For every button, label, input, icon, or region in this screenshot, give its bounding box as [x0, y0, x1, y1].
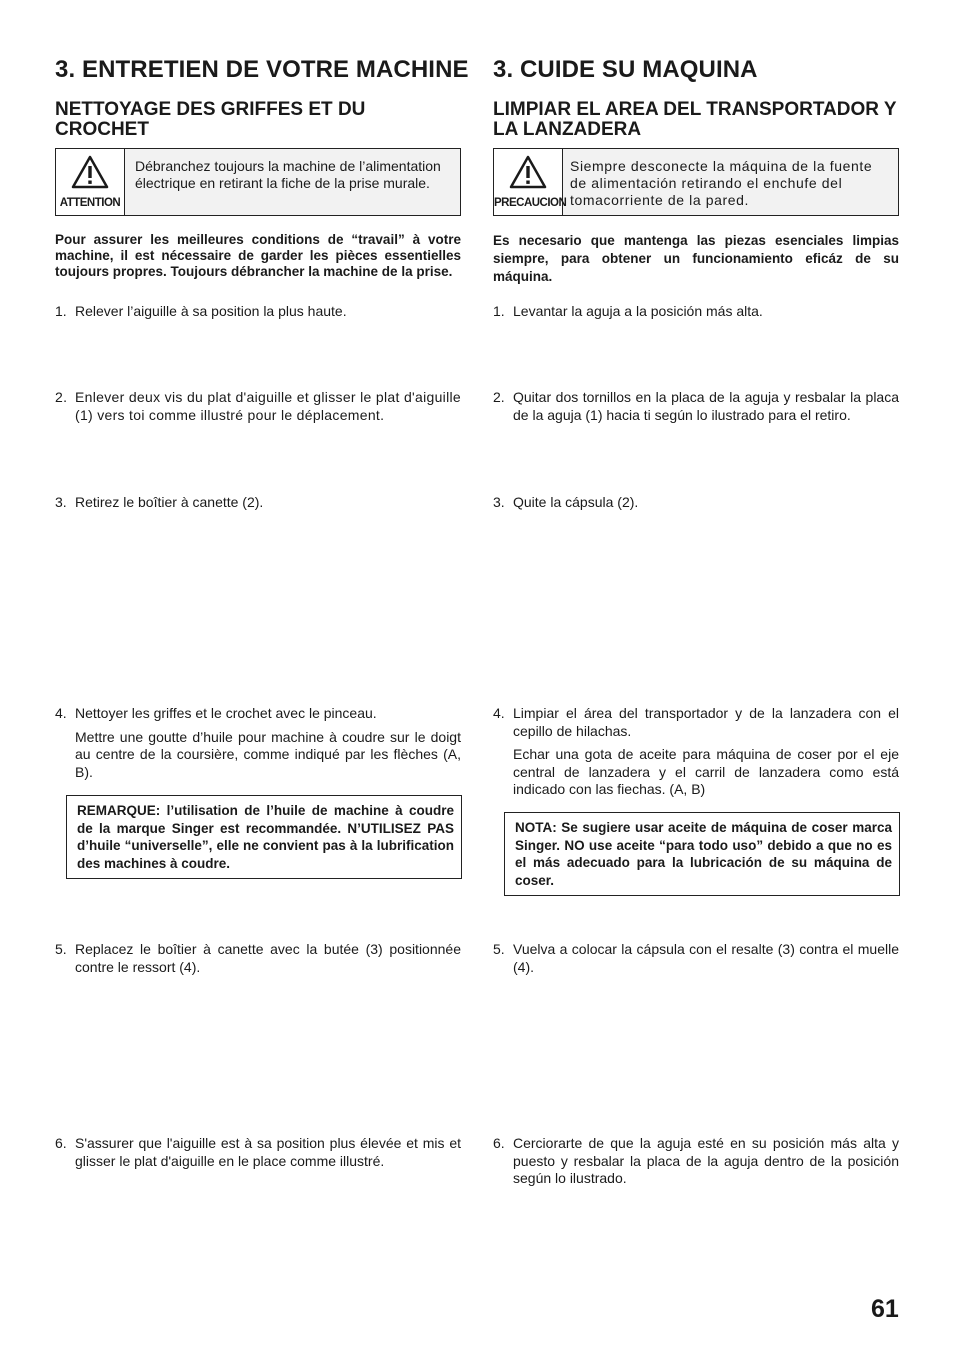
step-text: Retirez le boîtier à canette (2).	[75, 494, 264, 510]
spanish-warning-label: PRECAUCION	[494, 197, 567, 209]
french-warning-label: ATTENTION	[59, 197, 121, 209]
french-warning-icon-cell	[56, 149, 125, 215]
spanish-warning-text: Siempre desconecte la máquina de la fuente de alimentación retirando el enchufe del tomacorriente de la pared.	[570, 158, 873, 208]
warning-triangle-icon	[509, 155, 547, 189]
french-note-box: REMARQUE: l’utilisation de l’huile de machine à coudre de la marque Singer est recommandée. N’UTILISEZ PAS d’huile “universelle”, elle ne convient pas à la lubrification des machines à coudre.	[66, 795, 462, 879]
step-number: 2.	[493, 389, 505, 405]
step-text: Enlever deux vis du plat d'aiguille et glisser le plat d'aiguille (1) vers toi comme illustré pour le déplacement.	[75, 389, 461, 423]
french-step-1	[55, 303, 461, 327]
spanish-step-5	[493, 941, 899, 982]
step-text: Relever l’aiguille à sa position la plus haute.	[75, 303, 347, 319]
french-intro: Pour assurer les meilleures conditions de “travail” à votre machine, il est nécessaire de garder les pièces essentielles toujours propres. Toujours débrancher la machine de la prise.	[55, 232, 461, 279]
step-text-continued: Mettre une goutte d’huile pour machine à coudre sur le doigt au centre de la coursière, comme indiqué par les flèches (A, B).	[75, 728, 461, 780]
french-step-3	[55, 494, 461, 518]
step-number: 6.	[55, 1135, 67, 1151]
french-title: 3. ENTRETIEN DE VOTRE MACHINE	[55, 56, 469, 83]
step-number: 1.	[55, 303, 67, 319]
spanish-warning-icon-cell	[494, 149, 567, 215]
step-number: 3.	[55, 494, 67, 510]
step-text: Replacez le boîtier à canette avec la butée (3) positionnée contre le ressort (4).	[75, 941, 461, 975]
step-number: 5.	[493, 941, 505, 957]
step-number: 4.	[493, 705, 505, 721]
step-number: 5.	[55, 941, 67, 957]
spanish-subtitle: LIMPIAR EL AREA DEL TRANSPORTADOR Y LA LANZADERA	[493, 99, 897, 140]
page-number: 61	[871, 1295, 899, 1323]
step-number: 2.	[55, 389, 68, 405]
step-number: 1.	[493, 303, 505, 319]
spanish-step-2	[493, 389, 899, 430]
step-text: Cerciorarte de que la aguja esté en su posición más alta y puesto y resbalar la placa de la aguja dentro de la posición según lo ilustrado.	[513, 1135, 899, 1186]
step-number: 6.	[493, 1135, 505, 1151]
french-step-6	[55, 1135, 461, 1176]
french-subtitle: NETTOYAGE DES GRIFFES ET DU CROCHET	[55, 99, 366, 140]
step-text: Quite la cápsula (2).	[513, 494, 639, 510]
french-step-4	[55, 705, 461, 787]
spanish-step-6	[493, 1135, 899, 1194]
step-text: Vuelva a colocar la cápsula con el resalte (3) contra el muelle (4).	[513, 941, 899, 975]
spanish-note-box: NOTA: Se sugiere usar aceite de máquina de coser marca Singer. NO use aceite “para todo uso” debido a que no es el más adecuado para la lubricación de su máquina de coser.	[504, 812, 900, 896]
spanish-step-1	[493, 303, 899, 327]
spanish-warning-box	[493, 148, 899, 216]
step-text: Nettoyer les griffes et le crochet avec le pinceau.	[75, 705, 377, 721]
french-step-5	[55, 941, 461, 982]
spanish-title: 3. CUIDE SU MAQUINA	[493, 56, 758, 83]
spanish-step-4	[493, 705, 899, 805]
spanish-intro: Es necesario que mantenga las piezas esenciales limpias siempre, para obtener un funcionamiento eficáz de su máquina.	[493, 233, 899, 284]
spanish-step-3	[493, 494, 899, 518]
step-number: 4.	[55, 705, 67, 721]
warning-triangle-icon	[71, 155, 109, 189]
step-text-continued: Echar una gota de aceite para máquina de coser por el eje central de lanzadera y el carril de lanzadera como está indicado con las fiechas. (A, B)	[513, 746, 899, 797]
step-text: Levantar la aguja a la posición más alta.	[513, 303, 763, 319]
french-step-2	[55, 389, 461, 430]
french-warning-box	[55, 148, 461, 216]
french-warning-text: Débranchez toujours la machine de l’alimentation électrique en retirant la fiche de la prise murale.	[135, 158, 441, 191]
step-text: Quitar dos tornillos en la placa de la aguja y resbalar la placa de la aguja (1) hacia ti según lo ilustrado para el retiro.	[513, 389, 899, 423]
step-text: Limpiar el área del transportador y de la lanzadera con el cepillo de hilachas.	[513, 705, 899, 739]
step-text: S'assurer que l'aiguille est à sa position plus élevée et mis et glisser le plat d'aiguille en le place comme illustré.	[75, 1135, 461, 1169]
step-number: 3.	[493, 494, 505, 510]
